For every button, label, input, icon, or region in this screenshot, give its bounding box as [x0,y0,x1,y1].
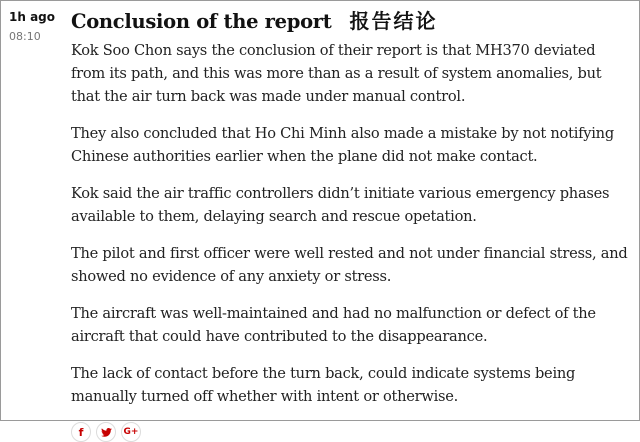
share-buttons [71,422,631,442]
share-googleplus-button[interactable] [121,422,141,442]
share-facebook-button[interactable] [71,422,91,442]
paragraph: Kok Soo Chon says the conclusion of their report is that MH370 deviated from its path, and this was more than as a result of system anomalies, but that the air turn back was made under manual control. [71,42,602,105]
share-twitter-button[interactable] [96,422,116,442]
facebook-icon: f [78,425,84,439]
time-ago-link[interactable]: 1h ago [9,10,56,24]
paragraph: The pilot and first officer were well rested and not under financial stress, and showed no evidence of any anxiety or stress. [71,245,628,285]
entry-title-chinese: 报告结论 [349,9,438,33]
entry-body [71,5,631,442]
paragraph: The lack of contact before the turn back, could indicate systems being manually turned off whether with intent or otherwise. [71,365,576,405]
paragraph: Kok said the air traffic controllers didn’t initiate various emergency phases available to them, delaying search and rescue opetation. [71,185,610,225]
google-plus-icon: G+ [123,427,139,437]
paragraph: The aircraft was well-maintained and had no malfunction or defect of the aircraft that could have contributed to the disappearance. [71,305,596,345]
entry-time: 08:10 [9,30,41,43]
twitter-icon [101,428,112,437]
paragraph: They also concluded that Ho Chi Minh also made a mistake by not notifying Chinese authorities earlier when the plane did not make contact. [71,125,614,165]
entry-timestamp [9,9,59,45]
entry-header [71,5,631,33]
entry-title: Conclusion of the report [71,10,332,33]
entry-text [71,39,631,408]
